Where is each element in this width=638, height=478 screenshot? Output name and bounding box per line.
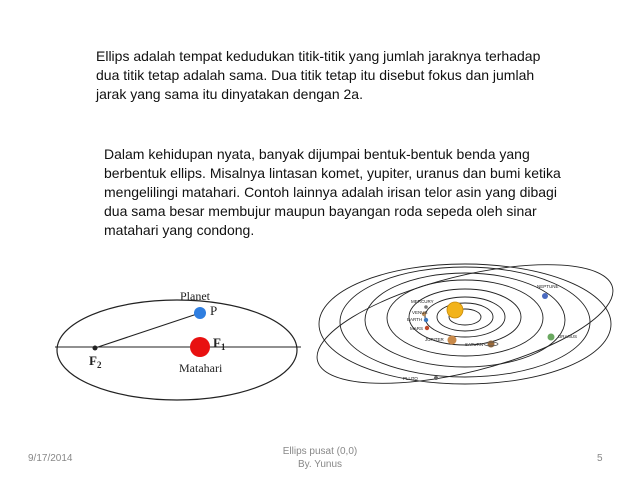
jupiter-icon <box>448 336 457 345</box>
focus-to-planet-line <box>95 313 200 348</box>
text-line: berbentuk ellips. Misalnya lintasan komet, yupiter, uranus dan bumi ketika <box>104 165 561 181</box>
uranus-label: URANUS <box>558 334 578 339</box>
footer-title-line: Ellips pusat (0,0) <box>282 446 358 457</box>
jupiter-label: JUPITER <box>425 337 444 342</box>
orbit-pluto <box>315 262 615 402</box>
focus2-point <box>93 346 98 351</box>
text-line: dua titik tetap adalah sama. Dua titik tetap itu disebut fokus dan jumlah <box>96 67 535 83</box>
definition-paragraph <box>96 47 540 104</box>
page-number: 5 <box>597 453 603 464</box>
mars-icon <box>425 326 429 330</box>
neptune-label: NEPTUNE <box>537 284 559 289</box>
planet-dot <box>194 307 206 319</box>
ellipse-orbit <box>57 300 297 400</box>
neptune-icon <box>542 293 548 299</box>
footer-date: 9/17/2014 <box>28 453 73 464</box>
venus-label: VENUS <box>412 310 428 315</box>
solar-system-diagram <box>315 262 615 402</box>
orbits <box>315 262 615 402</box>
text-line: mengelilingi matahari. Contoh lainnya adalah irisan telor asin yang dibagi <box>104 184 557 200</box>
uranus-icon <box>548 334 555 341</box>
sun-icon <box>447 302 463 318</box>
focus1-label: $F_1$ <box>213 335 226 352</box>
saturn-icon <box>488 341 495 348</box>
point-label: P <box>210 303 218 318</box>
earth-label: EARTH <box>407 317 423 322</box>
text-line: Dalam kehidupan nyata, banyak dijumpai bentuk-bentuk benda yang <box>104 146 530 162</box>
sun-dot <box>190 337 210 357</box>
ellipse-foci-diagram <box>55 285 305 415</box>
pluto-icon <box>434 376 438 380</box>
examples-paragraph <box>104 145 561 240</box>
mercury-label: MERCURY <box>411 299 434 304</box>
footer-author-line: By. Yunus <box>297 459 343 470</box>
planet-label: Planet <box>180 289 210 303</box>
saturn-label: SATURN <box>465 342 484 347</box>
text-line: dua sama besar membujur maupun bayangan roda sepeda oleh sinar <box>104 203 537 219</box>
focus2-label: $F_2$ <box>89 353 102 370</box>
text-line: matahari yang condong. <box>104 222 255 238</box>
orbit-saturn <box>365 273 565 367</box>
orbit-venus <box>437 303 493 331</box>
text-line: Ellips adalah tempat kedudukan titik-titik yang jumlah jaraknya terhadap <box>96 48 541 64</box>
mars-label: MARS <box>410 326 424 331</box>
footer-title <box>270 445 370 471</box>
earth-icon <box>424 318 428 322</box>
pluto-label: PLUTO <box>403 376 418 381</box>
text-line: jarak yang sama itu dinyatakan dengan 2a. <box>96 86 363 102</box>
orbit-neptune <box>319 264 611 384</box>
mercury-icon <box>424 305 428 309</box>
sun-label: Matahari <box>179 361 223 375</box>
